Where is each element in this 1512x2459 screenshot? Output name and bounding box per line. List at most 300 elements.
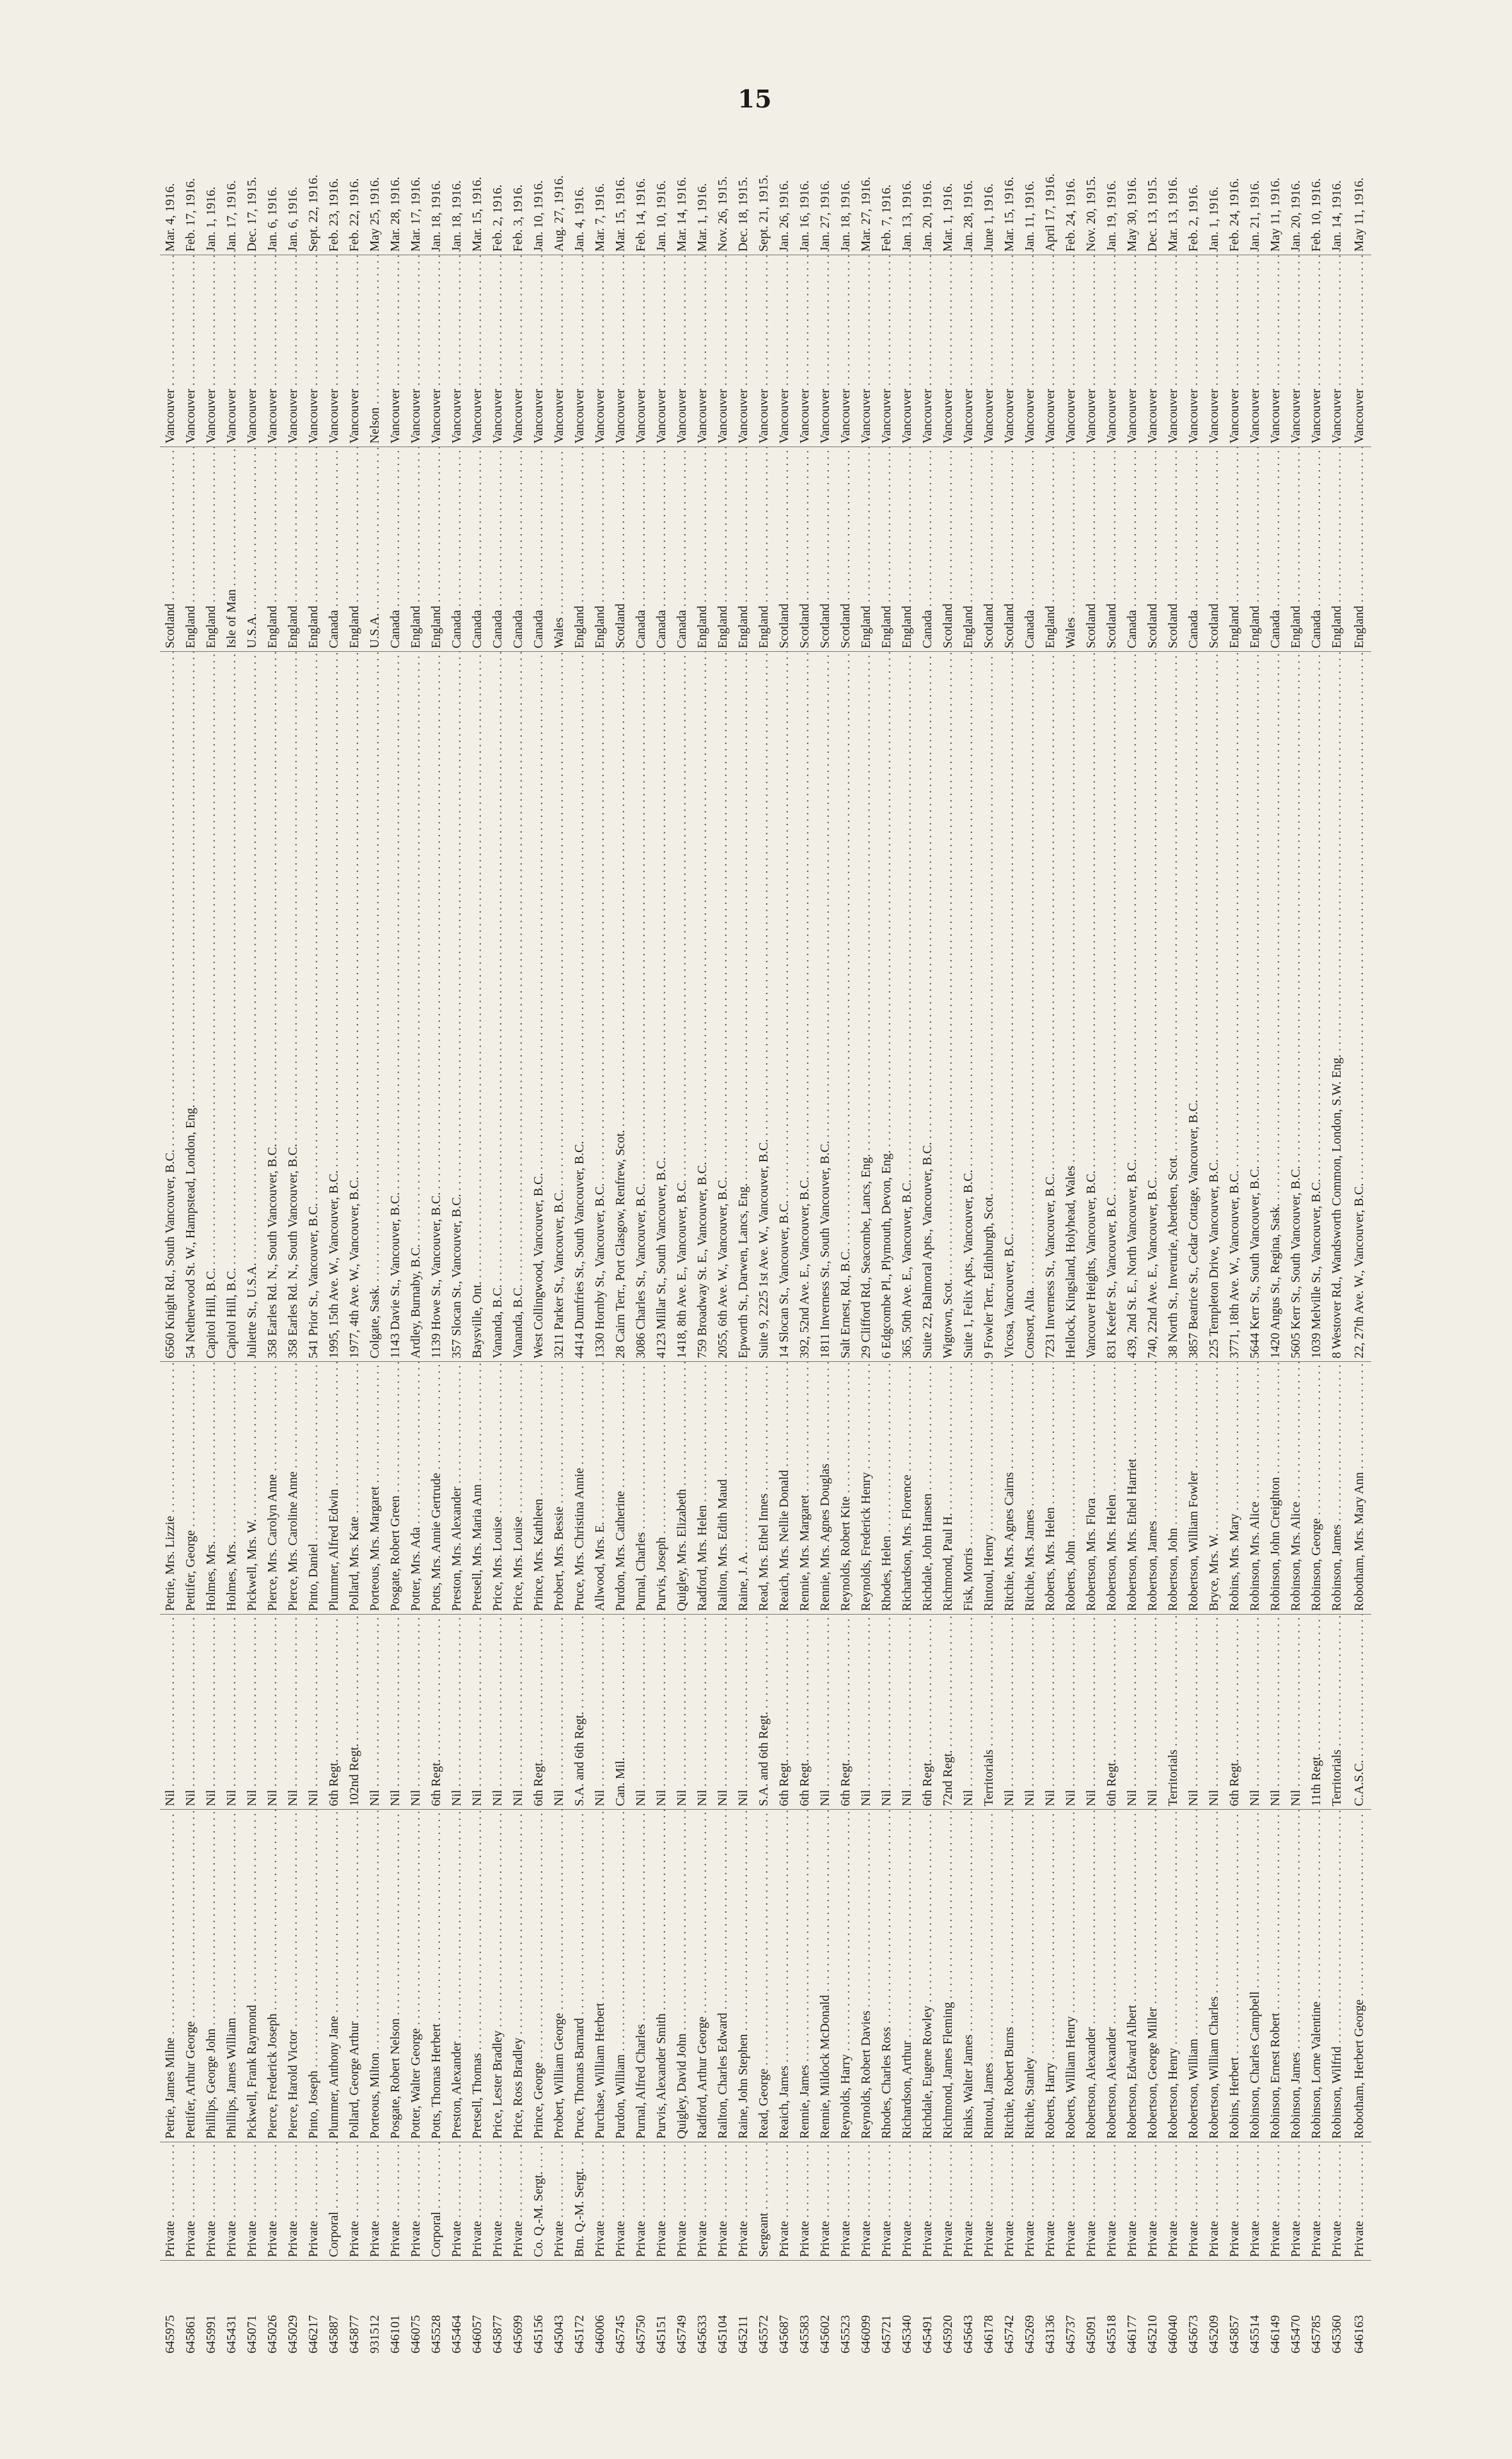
next-of-kin: Holmes, Mrs. . . .: [221, 1362, 242, 1615]
table-row: [262, 111, 283, 2357]
date-of-enlistment: Jan. 16, 1916.: [794, 111, 815, 255]
rank: Private . . .: [1122, 2142, 1142, 2261]
regimental-number: 645673: [1186, 2315, 1201, 2353]
table-row: [1142, 111, 1163, 2357]
regimental-number: 645742: [1002, 2315, 1016, 2353]
country-of-birth: Canada . . .: [1020, 447, 1040, 652]
rank: Private . . .: [406, 2142, 426, 2261]
next-of-kin: Roberts, John . . .: [1060, 1362, 1081, 1615]
regimental-number: 645026: [265, 2315, 280, 2353]
date-of-enlistment: Jan. 10, 1916.: [651, 111, 672, 255]
regimental-number: 645104: [716, 2315, 730, 2353]
place-of-enlistment: Vancouver . . .: [221, 255, 242, 447]
place-of-enlistment: Nelson . . .: [365, 255, 385, 447]
country-of-birth: Canada . . .: [672, 447, 692, 652]
country-of-birth: Scotland . . .: [1101, 447, 1122, 652]
soldier-name: Quigley, David John . . .: [672, 1810, 692, 2142]
regimental-number: 645523: [839, 2315, 853, 2353]
date-of-enlistment: Jan. 26, 1916.: [774, 111, 794, 255]
rank: Private . . .: [815, 2142, 835, 2261]
regimental-number: 643136: [1043, 2315, 1057, 2353]
next-of-kin: Robinson, John Creighton . . .: [1265, 1362, 1286, 1615]
next-of-kin-address: 1420 Angus St., Regina, Sask. . . .: [1265, 652, 1286, 1362]
country-of-birth: England . . .: [1286, 447, 1306, 652]
place-of-enlistment: Vancouver . . .: [692, 255, 713, 447]
country-of-birth: England . . .: [1327, 447, 1347, 652]
former-corps: Nil . . .: [201, 1615, 221, 1810]
rank: Private . . .: [160, 2142, 180, 2261]
regimental-number: 645172: [572, 2315, 587, 2353]
table-row: [999, 111, 1020, 2357]
table-row: [1183, 111, 1204, 2357]
former-corps: Nil . . .: [999, 1615, 1020, 1810]
place-of-enlistment: Vancouver . . .: [958, 255, 979, 447]
rank: Private . . .: [835, 2142, 856, 2261]
next-of-kin-address: 759 Broadway St. E., Vancouver, B.C. . . .: [692, 652, 713, 1362]
country-of-birth: England . . .: [180, 447, 201, 652]
former-corps: Nil . . .: [406, 1615, 426, 1810]
table-row: [426, 111, 446, 2357]
next-of-kin: Railton, Mrs. Edith Maud . . .: [713, 1362, 733, 1615]
rank: Private . . .: [1327, 2142, 1347, 2261]
country-of-birth: Scotland . . .: [1163, 447, 1183, 652]
table-row: [1060, 111, 1081, 2357]
former-corps: Nil . . .: [651, 1615, 672, 1810]
place-of-enlistment: Vancouver . . .: [201, 255, 221, 447]
date-of-enlistment: Jan. 1, 1916.: [201, 111, 221, 255]
next-of-kin-address: 439, 2nd St. E., North Vancouver, B.C. . . .: [1122, 652, 1142, 1362]
page-number: 15: [737, 84, 772, 113]
rank: Private . . .: [1245, 2142, 1265, 2261]
country-of-birth: Canada . . .: [508, 447, 528, 652]
place-of-enlistment: Vancouver . . .: [446, 255, 467, 447]
soldier-name: Robertson, Henry . . .: [1163, 1810, 1183, 2142]
regimental-number: 645211: [736, 2315, 750, 2353]
country-of-birth: England . . .: [283, 447, 303, 652]
former-corps: Nil . . .: [262, 1615, 283, 1810]
former-corps: S.A. and 6th Regt. . . .: [753, 1615, 774, 1810]
next-of-kin-address: 54 Netherwood St. W., Hampstead, London, Eng. . . .: [180, 652, 201, 1362]
next-of-kin-address: Suite 1, Felix Apts., Vancouver, B.C. . . .: [958, 652, 979, 1362]
soldier-name: Robertson, Edward Albert . . .: [1122, 1810, 1142, 2142]
place-of-enlistment: Vancouver . . .: [1060, 255, 1081, 447]
rank: Private . . .: [283, 2142, 303, 2261]
next-of-kin-address: 365, 50th Ave. E., Vancouver, B.C. . . .: [897, 652, 917, 1362]
country-of-birth: U.S.A. . . .: [242, 447, 262, 652]
place-of-enlistment: Vancouver . . .: [1142, 255, 1163, 447]
date-of-enlistment: Mar. 15, 1916.: [610, 111, 631, 255]
rank: Private . . .: [344, 2142, 365, 2261]
place-of-enlistment: Vancouver . . .: [303, 255, 324, 447]
soldier-name: Price, Ross Bradley . . .: [508, 1810, 528, 2142]
next-of-kin-address: 29 Clifford Rd., Seacombe, Lancs, Eng. . . .: [856, 652, 876, 1362]
table-row: [201, 111, 221, 2357]
regimental-number: 645269: [1023, 2315, 1037, 2353]
table-row: [467, 111, 487, 2357]
country-of-birth: Scotland . . .: [815, 447, 835, 652]
rank: Private . . .: [610, 2142, 631, 2261]
next-of-kin: Richdale, John Hansen . . .: [917, 1362, 938, 1615]
date-of-enlistment: Mar. 28, 1916.: [385, 111, 406, 255]
next-of-kin: Price, Mrs. Louise . . .: [487, 1362, 508, 1615]
next-of-kin: Robertson, James . . .: [1142, 1362, 1163, 1615]
table-row: [897, 111, 917, 2357]
rank: Private . . .: [958, 2142, 979, 2261]
soldier-name: Phillips, George John . . .: [201, 1810, 221, 2142]
soldier-name: Robinson, Ernest Robert . . .: [1265, 1810, 1286, 2142]
country-of-birth: Canada . . .: [467, 447, 487, 652]
table-row: [160, 111, 180, 2357]
next-of-kin-address: 831 Keefer St., Vancouver, B.C. . . .: [1101, 652, 1122, 1362]
country-of-birth: Canada . . .: [651, 447, 672, 652]
country-of-birth: Canada . . .: [917, 447, 938, 652]
date-of-enlistment: May 25, 1916.: [365, 111, 385, 255]
table-row: [324, 111, 344, 2357]
rank: Private . . .: [1286, 2142, 1306, 2261]
date-of-enlistment: Jan. 18, 1916.: [426, 111, 446, 255]
table-row: [938, 111, 958, 2357]
rank: Private . . .: [590, 2142, 610, 2261]
rank: Corporal . . .: [324, 2142, 344, 2261]
date-of-enlistment: Jan. 21, 1916.: [1245, 111, 1265, 255]
next-of-kin-address: 358 Earles Rd. N., South Vancouver, B.C. . . .: [262, 652, 283, 1362]
former-corps: Nil . . .: [1183, 1615, 1204, 1810]
place-of-enlistment: Vancouver . . .: [1163, 255, 1183, 447]
country-of-birth: England . . .: [569, 447, 590, 652]
country-of-birth: England . . .: [753, 447, 774, 652]
table-row: [1122, 111, 1142, 2357]
country-of-birth: Scotland . . .: [160, 447, 180, 652]
place-of-enlistment: Vancouver . . .: [324, 255, 344, 447]
next-of-kin-address: 1143 Davie St., Vancouver, B.C. . . .: [385, 652, 406, 1362]
next-of-kin-address: Ardley, Burnaby, B.C. . . .: [406, 652, 426, 1362]
former-corps: 11th Regt. . . .: [1306, 1615, 1327, 1810]
country-of-birth: England . . .: [713, 447, 733, 652]
soldier-name: Probert, William George . . .: [549, 1810, 569, 2142]
table-row: [753, 111, 774, 2357]
former-corps: Nil . . .: [672, 1615, 692, 1810]
next-of-kin: Purnal, Charles . . .: [631, 1362, 651, 1615]
former-corps: Nil . . .: [1020, 1615, 1040, 1810]
regimental-number: 931512: [368, 2315, 382, 2353]
regimental-number: 645470: [1289, 2315, 1303, 2353]
next-of-kin: Robertson, Mrs. Helen . . .: [1101, 1362, 1122, 1615]
regimental-number: 645528: [429, 2315, 443, 2353]
date-of-enlistment: Feb. 2, 1916.: [1183, 111, 1204, 255]
soldier-name: Roberts, William Henry . . .: [1060, 1810, 1081, 2142]
country-of-birth: Canada . . .: [631, 447, 651, 652]
country-of-birth: Scotland . . .: [1142, 447, 1163, 652]
place-of-enlistment: Vancouver . . .: [1265, 255, 1286, 447]
date-of-enlistment: Feb. 22, 1916.: [344, 111, 365, 255]
date-of-enlistment: May 11, 1916.: [1347, 111, 1371, 255]
place-of-enlistment: Vancouver . . .: [1040, 255, 1060, 447]
next-of-kin-address: 4123 Millar St., South Vancouver, B.C. . . .: [651, 652, 672, 1362]
soldier-name: Phillips, James William . . .: [221, 1810, 242, 2142]
date-of-enlistment: Jan. 20, 1916.: [1286, 111, 1306, 255]
rank: Co. Q.-M. Sergt. . . .: [528, 2142, 549, 2261]
regimental-number: 645209: [1207, 2315, 1221, 2353]
soldier-name: Preston, Alexander . . .: [446, 1810, 467, 2142]
former-corps: Nil . . .: [1142, 1615, 1163, 1810]
soldier-name: Robinson, Wilfrid . . .: [1327, 1810, 1347, 2142]
soldier-name: Rinks, Walter James . . .: [958, 1810, 979, 2142]
table-row: [242, 111, 262, 2357]
place-of-enlistment: Vancouver . . .: [610, 255, 631, 447]
next-of-kin-address: 2055, 6th Ave. W., Vancouver, B.C. . . .: [713, 652, 733, 1362]
table-row: [1306, 111, 1327, 2357]
table-row: [1020, 111, 1040, 2357]
date-of-enlistment: Feb. 3, 1916.: [508, 111, 528, 255]
regimental-number: 645340: [900, 2315, 914, 2353]
regimental-number: 645857: [1227, 2315, 1241, 2353]
former-corps: Nil . . .: [221, 1615, 242, 1810]
table-row: [1040, 111, 1060, 2357]
rank: Private . . .: [938, 2142, 958, 2261]
place-of-enlistment: Vancouver . . .: [1224, 255, 1245, 447]
next-of-kin-address: Consort, Alta. . . .: [1020, 652, 1040, 1362]
next-of-kin-address: 740, 22nd Ave. E., Vancouver, B.C. . . .: [1142, 652, 1163, 1362]
date-of-enlistment: Dec. 17, 1915.: [242, 111, 262, 255]
place-of-enlistment: Vancouver . . .: [1101, 255, 1122, 447]
soldier-name: Rennie, James . . .: [794, 1810, 815, 2142]
country-of-birth: Scotland . . .: [999, 447, 1020, 652]
next-of-kin-address: 3086 Charles St., Vancouver, B.C. . . .: [631, 652, 651, 1362]
former-corps: Nil . . .: [1081, 1615, 1101, 1810]
next-of-kin: Robinson, Mrs. Alice . . .: [1286, 1362, 1306, 1615]
next-of-kin: Rennie, Mrs. Margaret . . .: [794, 1362, 815, 1615]
place-of-enlistment: Vancouver . . .: [753, 255, 774, 447]
regimental-number: 645991: [204, 2315, 218, 2353]
place-of-enlistment: Vancouver . . .: [1245, 255, 1265, 447]
date-of-enlistment: Feb. 7, 1916.: [876, 111, 897, 255]
regimental-number: 645975: [163, 2315, 177, 2353]
regimental-number: 645431: [224, 2315, 239, 2353]
place-of-enlistment: Vancouver . . .: [1306, 255, 1327, 447]
country-of-birth: England . . .: [344, 447, 365, 652]
next-of-kin: Rennie, Mrs. Agnes Douglas . . .: [815, 1362, 835, 1615]
regimental-number: 645518: [1105, 2315, 1119, 2353]
date-of-enlistment: Aug. 27, 1916.: [549, 111, 569, 255]
place-of-enlistment: Vancouver . . .: [835, 255, 856, 447]
next-of-kin: Posgate, Robert Green . . .: [385, 1362, 406, 1615]
rank: Private . . .: [672, 2142, 692, 2261]
rank: Private . . .: [365, 2142, 385, 2261]
country-of-birth: Scotland . . .: [794, 447, 815, 652]
place-of-enlistment: Vancouver . . .: [487, 255, 508, 447]
regimental-number: 645877: [347, 2315, 361, 2353]
table-row: [180, 111, 201, 2357]
next-of-kin-address: 22, 27th Ave. W., Vancouver, B.C. . . .: [1347, 652, 1371, 1362]
place-of-enlistment: Vancouver . . .: [180, 255, 201, 447]
soldier-name: Price, Lester Bradley . . .: [487, 1810, 508, 2142]
rank: Private . . .: [385, 2142, 406, 2261]
place-of-enlistment: Vancouver . . .: [897, 255, 917, 447]
next-of-kin: Purdon, Mrs. Catherine . . .: [610, 1362, 631, 1615]
place-of-enlistment: Vancouver . . .: [1183, 255, 1204, 447]
former-corps: Nil . . .: [815, 1615, 835, 1810]
next-of-kin: Ritchie, Mrs. James . . .: [1020, 1362, 1040, 1615]
country-of-birth: England . . .: [1347, 447, 1371, 652]
former-corps: Territorials . . .: [979, 1615, 999, 1810]
date-of-enlistment: Jan. 6, 1916.: [262, 111, 283, 255]
former-corps: 6th Regt. . . .: [917, 1615, 938, 1810]
next-of-kin-address: 3211 Parker St., Vancouver, B.C. . . .: [549, 652, 569, 1362]
rank: Private . . .: [979, 2142, 999, 2261]
rank: Private . . .: [692, 2142, 713, 2261]
next-of-kin-address: 1330 Hornby St., Vancouver, B.C. . . .: [590, 652, 610, 1362]
nominal-roll-table: [160, 111, 1371, 2357]
soldier-name: Porteous, Milton . . .: [365, 1810, 385, 2142]
rank: Sergeant . . .: [753, 2142, 774, 2261]
regimental-number: 645861: [184, 2315, 198, 2353]
soldier-name: Posgate, Robert Nelson . . .: [385, 1810, 406, 2142]
next-of-kin-address: 1977, 4th Ave. W., Vancouver, B.C. . . .: [344, 652, 365, 1362]
next-of-kin: Bryce, Mrs. W. . . .: [1204, 1362, 1224, 1615]
date-of-enlistment: Jan. 17, 1916.: [221, 111, 242, 255]
date-of-enlistment: Dec. 13, 1915.: [1142, 111, 1163, 255]
next-of-kin: Robotham, Mrs. Mary Ann . . .: [1347, 1362, 1371, 1615]
regimental-number: 645514: [1248, 2315, 1262, 2353]
soldier-name: Richardson, Arthur . . .: [897, 1810, 917, 2142]
former-corps: Nil . . .: [242, 1615, 262, 1810]
regimental-number: 646217: [306, 2315, 320, 2353]
table-row: [1265, 111, 1286, 2357]
regimental-number: 645750: [634, 2315, 648, 2353]
soldier-name: Rintoul, James . . .: [979, 1810, 999, 2142]
date-of-enlistment: Feb. 10, 1916.: [1306, 111, 1327, 255]
soldier-name: Purvis, Alexander Smith . . .: [651, 1810, 672, 2142]
next-of-kin: Robinson, Mrs. Alice . . .: [1245, 1362, 1265, 1615]
table-row: [590, 111, 610, 2357]
country-of-birth: England . . .: [201, 447, 221, 652]
table-row: [1081, 111, 1101, 2357]
soldier-name: Robinson, Charles Campbell . . .: [1245, 1810, 1265, 2142]
table-row: [835, 111, 856, 2357]
place-of-enlistment: Vancouver . . .: [672, 255, 692, 447]
next-of-kin: Plummer, Alfred Edwin . . .: [324, 1362, 344, 1615]
next-of-kin-address: 38 North St., Inverurie, Aberdeen, Scot. . . .: [1163, 652, 1183, 1362]
soldier-name: Pollard, George Arthur . . .: [344, 1810, 365, 2142]
table-row: [1163, 111, 1183, 2357]
country-of-birth: U.S.A. . . .: [365, 447, 385, 652]
place-of-enlistment: Vancouver . . .: [242, 255, 262, 447]
rank: Private . . .: [631, 2142, 651, 2261]
rank: Private . . .: [876, 2142, 897, 2261]
place-of-enlistment: Vancouver . . .: [590, 255, 610, 447]
soldier-name: Rhodes, Charles Ross . . .: [876, 1810, 897, 2142]
next-of-kin: Robins, Mrs. Mary . . .: [1224, 1362, 1245, 1615]
next-of-kin: Holmes, Mrs. . . .: [201, 1362, 221, 1615]
rank: Private . . .: [1347, 2142, 1371, 2261]
country-of-birth: England . . .: [426, 447, 446, 652]
next-of-kin-address: Epworth St., Darwen, Lancs, Eng. . . .: [733, 652, 753, 1362]
next-of-kin: Pruce, Mrs. Christina Annie . . .: [569, 1362, 590, 1615]
next-of-kin-address: 225 Templeton Drive, Vancouver, B.C. . . .: [1204, 652, 1224, 1362]
regimental-number: 646099: [859, 2315, 873, 2353]
rank: Private . . .: [1306, 2142, 1327, 2261]
table-row: [528, 111, 549, 2357]
soldier-name: Pettifer, Arthur George . . .: [180, 1810, 201, 2142]
regimental-number: 645785: [1309, 2315, 1323, 2353]
place-of-enlistment: Vancouver . . .: [917, 255, 938, 447]
rank: Private . . .: [856, 2142, 876, 2261]
former-corps: Nil . . .: [713, 1615, 733, 1810]
next-of-kin-address: 4414 Dumfries St., South Vancouver, B.C. . . .: [569, 652, 590, 1362]
country-of-birth: Scotland . . .: [1204, 447, 1224, 652]
country-of-birth: Canada . . .: [446, 447, 467, 652]
rank: Private . . .: [262, 2142, 283, 2261]
next-of-kin-address: Vicosa, Vancouver, B.C. . . .: [999, 652, 1020, 1362]
soldier-name: Prince, George . . .: [528, 1810, 549, 2142]
country-of-birth: Canada . . .: [324, 447, 344, 652]
next-of-kin-address: 6 Edgcombe Pl., Plymouth, Devon, Eng. . . .: [876, 652, 897, 1362]
next-of-kin-address: Suite 9, 2225 1st Ave. W., Vancouver, B.C. . . .: [753, 652, 774, 1362]
next-of-kin: Pretsell, Mrs. Maria Ann . . .: [467, 1362, 487, 1615]
former-corps: Nil . . .: [549, 1615, 569, 1810]
next-of-kin: Petrie, Mrs. Lizzie . . .: [160, 1362, 180, 1615]
next-of-kin: Robertson, William Fowler . . .: [1183, 1362, 1204, 1615]
rank: Private . . .: [713, 2142, 733, 2261]
date-of-enlistment: Feb. 24, 1916.: [1224, 111, 1245, 255]
regimental-number: 645887: [327, 2315, 341, 2353]
former-corps: 6th Regt. . . .: [1101, 1615, 1122, 1810]
next-of-kin: Ritchie, Mrs. Agnes Cairns . . .: [999, 1362, 1020, 1615]
date-of-enlistment: Feb. 14, 1916.: [631, 111, 651, 255]
next-of-kin: Quigley, Mrs. Elizabeth . . .: [672, 1362, 692, 1615]
soldier-name: Purdon, William . . .: [610, 1810, 631, 2142]
next-of-kin: Robertson, Mrs. Flora . . .: [1081, 1362, 1101, 1615]
soldier-name: Ritchie, Stanley . . .: [1020, 1810, 1040, 2142]
regimental-number: 645360: [1330, 2315, 1344, 2353]
regimental-number: 646177: [1125, 2315, 1139, 2353]
table-row: [672, 111, 692, 2357]
soldier-name: Robertson, George Miller . . .: [1142, 1810, 1163, 2142]
country-of-birth: Isle of Man . . .: [221, 447, 242, 652]
country-of-birth: Scotland . . .: [938, 447, 958, 652]
former-corps: Nil . . .: [1286, 1615, 1306, 1810]
soldier-name: Robinson, James . . .: [1286, 1810, 1306, 2142]
soldier-name: Read, George . . .: [753, 1810, 774, 2142]
regimental-number: 645491: [920, 2315, 934, 2353]
regimental-number: 645572: [757, 2315, 771, 2353]
former-corps: Nil . . .: [733, 1615, 753, 1810]
soldier-name: Ritchie, Robert Burns . . .: [999, 1810, 1020, 2142]
rank: Private . . .: [1204, 2142, 1224, 2261]
date-of-enlistment: Mar. 1, 1916.: [938, 111, 958, 255]
rank: Private . . .: [999, 2142, 1020, 2261]
country-of-birth: Scotland . . .: [774, 447, 794, 652]
date-of-enlistment: Jan. 18, 1916.: [446, 111, 467, 255]
place-of-enlistment: Vancouver . . .: [549, 255, 569, 447]
next-of-kin-address: Suite 22, Balmoral Apts., Vancouver, B.C. . . .: [917, 652, 938, 1362]
place-of-enlistment: Vancouver . . .: [876, 255, 897, 447]
next-of-kin: Pettifer, George . . .: [180, 1362, 201, 1615]
rank: Private . . .: [221, 2142, 242, 2261]
date-of-enlistment: June 1, 1916.: [979, 111, 999, 255]
next-of-kin: Robinson, George . . .: [1306, 1362, 1327, 1615]
place-of-enlistment: Vancouver . . .: [856, 255, 876, 447]
date-of-enlistment: Sept. 22, 1916.: [303, 111, 324, 255]
regimental-number: 645464: [450, 2315, 464, 2353]
rank: Private . . .: [303, 2142, 324, 2261]
country-of-birth: Canada . . .: [1122, 447, 1142, 652]
soldier-name: Richdale, Eugene Rowley . . .: [917, 1810, 938, 2142]
former-corps: 6th Regt. . . .: [426, 1615, 446, 1810]
next-of-kin-address: Capitol Hill, B.C. . . .: [201, 652, 221, 1362]
table-row: [958, 111, 979, 2357]
regimental-number: 646163: [1352, 2315, 1366, 2353]
